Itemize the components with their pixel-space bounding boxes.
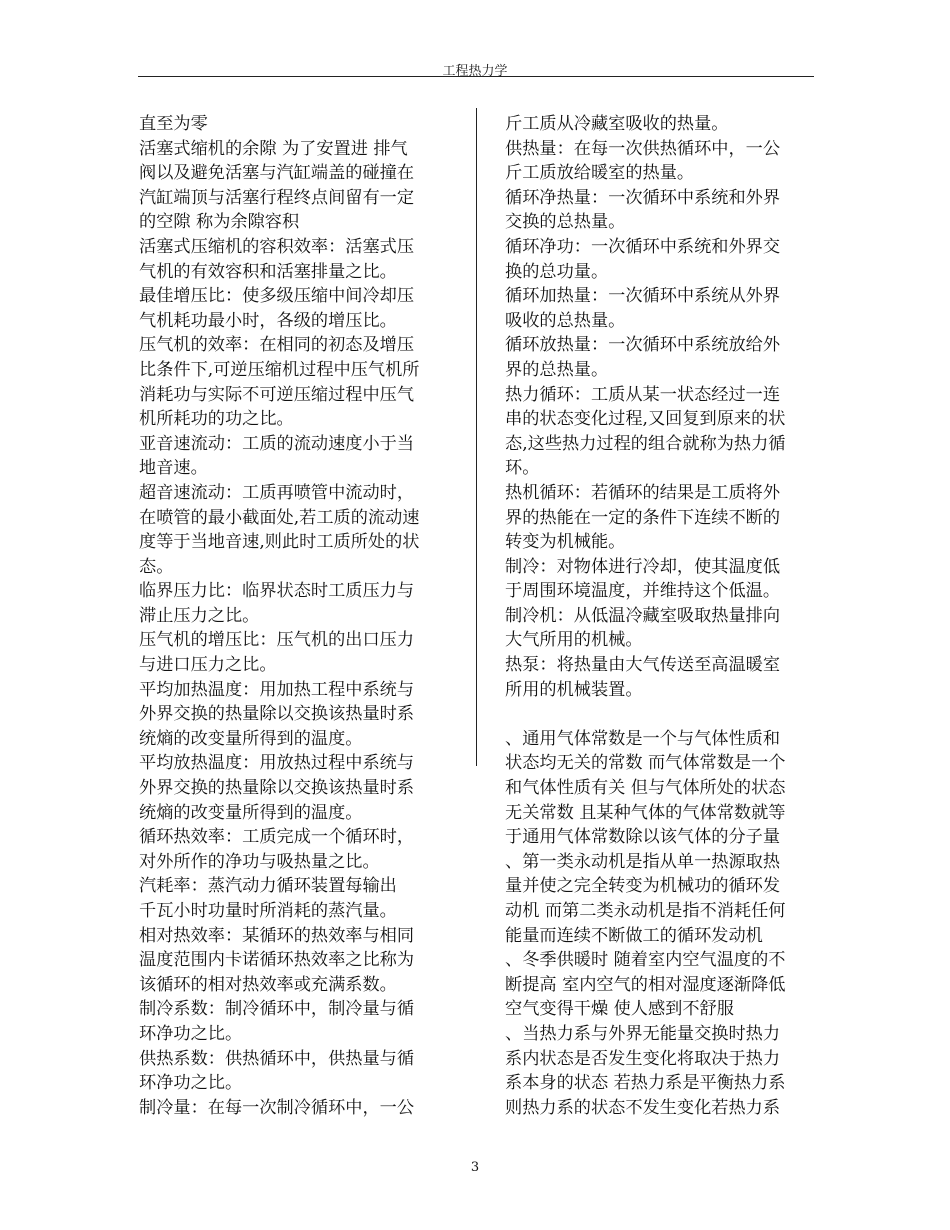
page-header-title: 工程热力学 (442, 64, 508, 79)
right-column-line: 环。 (505, 458, 540, 479)
left-column-line: 统熵的改变量所得到的温度。 (139, 728, 363, 749)
header-rule (138, 76, 814, 77)
left-text-column (139, 112, 457, 1120)
right-column-line: 供热量：在每一次供热循环中，一公 (505, 138, 781, 159)
right-column-line: 所用的机械装置。 (505, 679, 643, 700)
right-column-line: 动机 而第二类永动机是指不消耗任何 (505, 901, 786, 921)
left-column-line: 阀以及避免活塞与汽缸端盖的碰撞在 (139, 163, 415, 184)
left-column-line: 气机耗功最小时，各级的增压比。 (139, 310, 397, 331)
right-column-line: 则热力系的状态不发生变化若热力系 (505, 1097, 781, 1118)
right-column-line: 循环净功：一次循环中系统和外界交 (505, 236, 781, 257)
left-column-line: 外界交换的热量除以交换该热量时系 (139, 778, 415, 799)
right-column-line: 量并使之完全转变为机械功的循环发 (505, 876, 781, 897)
left-column-line: 外界交换的热量除以交换该热量时系 (139, 704, 415, 725)
right-column-line: 循环加热量：一次循环中系统从外界 (505, 286, 781, 307)
right-column-line: 、当热力系与外界无能量交换时热力 (505, 1023, 781, 1044)
column-divider (476, 108, 477, 766)
right-column-line: 制冷：对物体进行冷却，使其温度低 (505, 556, 781, 577)
right-column-line: 循环放热量：一次循环中系统放给外 (505, 335, 781, 356)
left-column-line: 直至为零 (139, 114, 208, 134)
right-column-line: 能量而连续不断做工的循环发动机 (505, 925, 763, 946)
left-column-line: 环净功之比。 (139, 1073, 243, 1094)
right-column-line: 热力循环：工质从某一状态经过一连 (505, 384, 781, 405)
left-column-line: 压气机的增压比：压气机的出口压力 (139, 630, 415, 651)
right-column-line (505, 702, 823, 727)
right-column-line: 循环净热量：一次循环中系统和外界 (505, 187, 781, 208)
left-column-line: 汽缸端顶与活塞行程终点间留有一定 (139, 187, 415, 208)
right-column-line: 断提高 室内空气的相对湿度逐渐降低 (505, 974, 786, 995)
left-column-line: 的空隙 称为余隙容积 (139, 212, 300, 233)
right-column-line: 制冷机：从低温冷藏室吸取热量排向 (505, 605, 781, 626)
right-column-line: 斤工质从冷藏室吸收的热量。 (505, 114, 729, 134)
right-column-line: 和气体性质有关 但与气体所处的状态 (505, 778, 786, 799)
left-column-line: 活塞式缩机的余隙 为了安置进 排气 (139, 138, 408, 159)
right-column-line: 、通用气体常数是一个与气体性质和 (505, 728, 781, 749)
left-column-line: 临界压力比：临界状态时工质压力与 (139, 581, 415, 602)
right-column-line: 空气变得干燥 使人感到不舒服 (505, 999, 734, 1020)
left-column-line: 制冷系数：制冷循环中，制冷量与循 (139, 999, 415, 1020)
left-column-line: 对外所作的净功与吸热量之比。 (139, 851, 380, 872)
right-column-line: 换的总功量。 (505, 261, 609, 282)
right-text-column (505, 112, 823, 1120)
right-column-line: 系内状态是否发生变化将取决于热力 (505, 1048, 781, 1069)
right-column-line: 大气所用的机械。 (505, 630, 643, 651)
right-column-line: 、第一类永动机是指从单一热源取热 (505, 851, 781, 872)
right-column-line: 于周围环境温度，并维持这个低温。 (505, 581, 781, 602)
left-column-line: 度等于当地音速,则此时工质所处的状 (139, 532, 420, 553)
right-column-line: 热泵：将热量由大气传送至高温暖室 (505, 655, 781, 676)
left-column-line: 滞止压力之比。 (139, 605, 260, 626)
right-column-line: 于通用气体常数除以该气体的分子量 (505, 827, 781, 848)
left-column-line: 制冷量：在每一次制冷循环中，一公 (139, 1097, 415, 1118)
page-number: 3 (470, 1160, 480, 1175)
left-column-line: 最佳增压比：使多级压缩中间冷却压 (139, 286, 415, 307)
left-column-line: 该循环的相对热效率或充满系数。 (139, 974, 397, 995)
left-column-line: 循环热效率：工质完成一个循环时， (139, 827, 415, 848)
left-column-line: 活塞式压缩机的容积效率：活塞式压 (139, 236, 415, 257)
left-column-line: 环净功之比。 (139, 1023, 243, 1044)
left-column-line: 温度范围内卡诺循环热效率之比称为 (139, 950, 415, 971)
left-column-line: 机所耗功的功之比。 (139, 409, 294, 430)
left-column-line: 平均加热温度：用加热工程中系统与 (139, 679, 415, 700)
left-column-line: 千瓦小时功量时所消耗的蒸汽量。 (139, 901, 397, 921)
right-column-line: 交换的总热量。 (505, 212, 626, 233)
left-column-line: 气机的有效容积和活塞排量之比。 (139, 261, 397, 282)
left-column-line: 在喷管的最小截面处,若工质的流动速 (139, 507, 420, 528)
left-column-line: 供热系数：供热循环中，供热量与循 (139, 1048, 415, 1069)
right-column-line: 系本身的状态 若热力系是平衡热力系 (505, 1073, 786, 1094)
right-column-line: 界的总热量。 (505, 359, 609, 380)
left-column-line: 相对热效率：某循环的热效率与相同 (139, 925, 415, 946)
right-column-line: 界的热能在一定的条件下连续不断的 (505, 507, 781, 528)
right-column-line: 状态均无关的常数 而气体常数是一个 (505, 753, 786, 774)
left-column-line: 比条件下,可逆压缩机过程中压气机所 (139, 359, 420, 380)
left-column-line: 与进口压力之比。 (139, 655, 277, 676)
right-column-line: 转变为机械能。 (505, 532, 626, 553)
right-column-line: 串的状态变化过程,又回复到原来的状 (505, 409, 786, 430)
right-column-line: 无关常数 且某种气体的气体常数就等 (505, 802, 786, 823)
left-column-line: 压气机的效率：在相同的初态及增压 (139, 335, 415, 356)
left-column-line: 亚音速流动：工质的流动速度小于当 (139, 433, 415, 454)
right-column-line: 态,这些热力过程的组合就称为热力循 (505, 433, 786, 454)
left-column-line: 超音速流动：工质再喷管中流动时， (139, 482, 415, 503)
left-column-line: 消耗功与实际不可逆压缩过程中压气 (139, 384, 415, 405)
right-column-line: 吸收的总热量。 (505, 310, 626, 331)
left-column-line: 地音速。 (139, 458, 208, 479)
left-column-line: 统熵的改变量所得到的温度。 (139, 802, 363, 823)
left-column-line: 汽耗率：蒸汽动力循环装置每输出 (139, 876, 397, 897)
left-column-line: 平均放热温度：用放热过程中系统与 (139, 753, 415, 774)
right-column-line: 斤工质放给暖室的热量。 (505, 163, 695, 184)
right-column-line: 、冬季供暖时 随着室内空气温度的不 (505, 950, 786, 971)
left-column-line: 态。 (139, 556, 174, 577)
right-column-line: 热机循环：若循环的结果是工质将外 (505, 482, 781, 503)
